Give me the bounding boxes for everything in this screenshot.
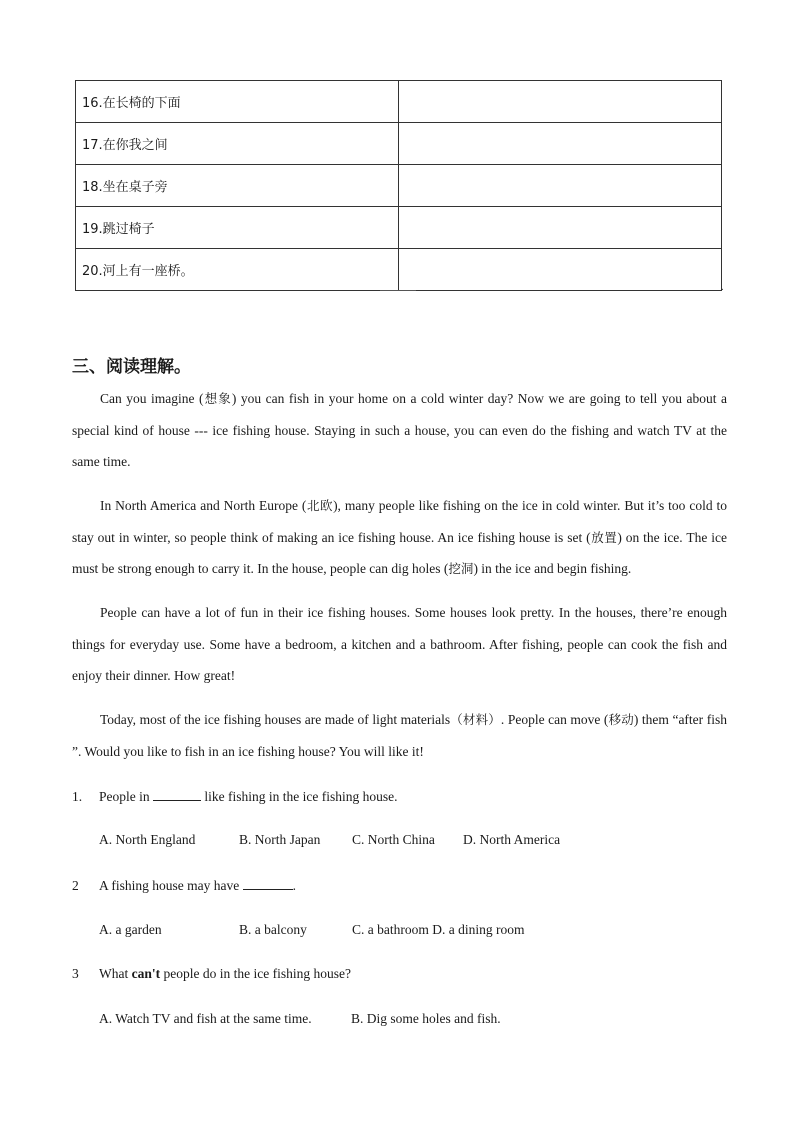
- table-cell-prompt: 16.在长椅的下面: [76, 81, 399, 123]
- table-row: [76, 81, 722, 123]
- question-number: 2: [72, 878, 79, 893]
- divider-dot: .: [721, 282, 724, 293]
- question-number: 1.: [72, 789, 83, 804]
- question-3: 3 What can't people do in the ice fishing house?: [72, 966, 351, 981]
- passage-paragraph-4: Today, most of the ice fishing houses are made of light materials（材料）. People can move (移动) them “after fish ”. Would you like to fish in an ice fishing house? You will like it!: [72, 712, 727, 759]
- option-c-d: C. a bathroom D. a dining room: [352, 922, 525, 937]
- passage-paragraph-1: Can you imagine (想象) you can fish in your home on a cold winter day? Now we are going to tell you about a special kind of house --- ice fishing house. Staying in such a house, you can even do the fishing and watch TV at the same time.: [72, 391, 727, 469]
- table-cell-prompt: 17.在你我之间: [76, 123, 399, 165]
- table-cell-answer: [399, 123, 722, 165]
- divider: [380, 290, 416, 291]
- option-d: D. North America: [463, 832, 561, 847]
- table-cell-prompt: 19.跳过椅子: [76, 207, 399, 249]
- option-b: B. North Japan: [239, 832, 321, 847]
- option-b: B. Dig some holes and fish.: [351, 1011, 501, 1026]
- table-cell-answer: [399, 165, 722, 207]
- passage-paragraph-3: People can have a lot of fun in their ice fishing houses. Some houses look pretty. In the houses, there’re enough things for everyday use. Some have a bedroom, a kitchen and a bathroom. After fishing, people can cook the fish and enjoy their dinner. How great!: [72, 605, 727, 683]
- option-a: A. Watch TV and fish at the same time.: [99, 1011, 312, 1026]
- option-a: A. a garden: [99, 922, 162, 937]
- question-1: 1. People in like fishing in the ice fishing house.: [72, 789, 398, 804]
- translation-table: [75, 80, 722, 291]
- table-cell-prompt: 20.河上有一座桥。: [76, 249, 399, 291]
- question-number: 3: [72, 966, 79, 981]
- table-cell-answer: [399, 207, 722, 249]
- passage-paragraph-2: In North America and North Europe (北欧), many people like fishing on the ice in cold winter. But it’s too cold to stay out in winter, so people think of making an ice fishing house. An ice fishing house is set (放置) on the ice. The ice must be strong enough to carry it. In the house, people can dig holes (挖洞) in the ice and begin fishing.: [72, 498, 727, 576]
- table-cell-prompt: 18.坐在桌子旁: [76, 165, 399, 207]
- answer-blank: [243, 877, 293, 890]
- table-row: [76, 123, 722, 165]
- table-cell-answer: [399, 81, 722, 123]
- table-row: [76, 249, 722, 291]
- option-a: A. North England: [99, 832, 196, 847]
- question-2: 2 A fishing house may have .: [72, 878, 296, 893]
- section-title: 三、阅读理解。: [72, 357, 191, 377]
- table-row: [76, 165, 722, 207]
- table-row: [76, 207, 722, 249]
- table-cell-answer: [399, 249, 722, 291]
- option-b: B. a balcony: [239, 922, 307, 937]
- answer-blank: [153, 788, 201, 801]
- option-c: C. North China: [352, 832, 435, 847]
